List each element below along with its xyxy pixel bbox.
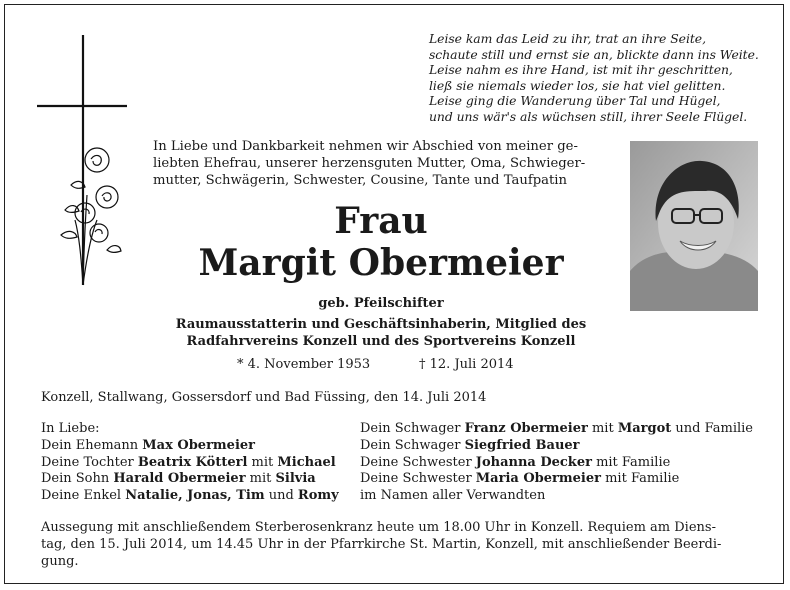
- funeral-details: [41, 519, 759, 570]
- poem-line: ließ sie niemals wieder los, sie hat viel gelitten.: [429, 77, 726, 93]
- poem-line: Leise nahm es ihre Hand, ist mit ihr geschritten,: [429, 62, 733, 77]
- salutation: Frau: [334, 200, 428, 242]
- death-date: † 12. Juli 2014: [419, 357, 514, 372]
- deceased-name: [155, 200, 607, 284]
- poem-line: Leise ging die Wanderung über Tal und Hügel,: [429, 93, 721, 108]
- profession-line: Radfahrvereins Konzell und des Sportvereins Konzell: [186, 334, 576, 349]
- footer-line: gung.: [41, 554, 79, 569]
- footer-line: Aussegung mit anschließendem Sterberosenkranz heute um 18.00 Uhr in Konzell. Requiem am Diens-: [41, 520, 716, 535]
- mourner-line: Deine Enkel Natalie, Jonas, Tim und Romy: [41, 488, 339, 504]
- full-name: Margit Obermeier: [198, 242, 564, 284]
- intro-text: [153, 138, 623, 189]
- mourner-line: Dein Schwager Franz Obermeier mit Margot und Familie: [360, 421, 753, 436]
- mourners-right: [360, 421, 753, 505]
- birth-name: geb. Pfeilschifter: [318, 296, 444, 311]
- mourner-line: Dein Ehemann Max Obermeier: [41, 437, 256, 453]
- mourners-left: [41, 421, 339, 505]
- mourner-line: Deine Schwester Johanna Decker mit Familie: [360, 454, 671, 470]
- place-and-date: Konzell, Stallwang, Gossersdorf und Bad Füssing, den 14. Juli 2014: [41, 390, 487, 405]
- poem-line: und uns wär's als wüchsen still, ihrer Seele Flügel.: [429, 108, 748, 124]
- mourner-line: Deine Schwester Maria Obermeier mit Familie: [360, 471, 680, 487]
- birth-date: * 4. November 1953: [237, 357, 371, 372]
- intro-line: liebten Ehefrau, unserer herzensguten Mutter, Oma, Schwieger-: [153, 156, 586, 171]
- cross-icon: [37, 35, 127, 285]
- profession: [155, 316, 607, 350]
- obituary-card: [4, 4, 784, 584]
- poem-line: schaute still und ernst sie an, blickte dann ins Weite.: [429, 46, 759, 62]
- profession-line: Raumausstatterin und Geschäftsinhaberin, Mitglied des: [175, 317, 587, 332]
- mourner-line: Dein Sohn Harald Obermeier mit Silvia: [41, 471, 316, 487]
- mourner-line: im Namen aller Verwandten: [360, 488, 546, 504]
- portrait-photo: [630, 141, 758, 311]
- cross-with-roses-icon: [35, 35, 145, 295]
- mourner-line: Deine Tochter Beatrix Kötterl mit Michael: [41, 454, 336, 470]
- intro-line: In Liebe und Dankbarkeit nehmen wir Abschied von meiner ge-: [153, 139, 578, 154]
- poem-line: Leise kam das Leid zu ihr, trat an ihre Seite,: [429, 31, 706, 46]
- mourner-line: Dein Schwager Siegfried Bauer: [360, 437, 580, 453]
- mourners-heading: In Liebe:: [41, 421, 100, 436]
- rose-bouquet-icon: [61, 148, 121, 285]
- intro-line: mutter, Schwägerin, Schwester, Cousine, Tante und Taufpatin: [153, 173, 568, 188]
- footer-line: tag, den 15. Juli 2014, um 14.45 Uhr in der Pfarrkirche St. Martin, Konzell, mit anschließender Beerdi-: [41, 537, 722, 552]
- poem: [429, 31, 769, 124]
